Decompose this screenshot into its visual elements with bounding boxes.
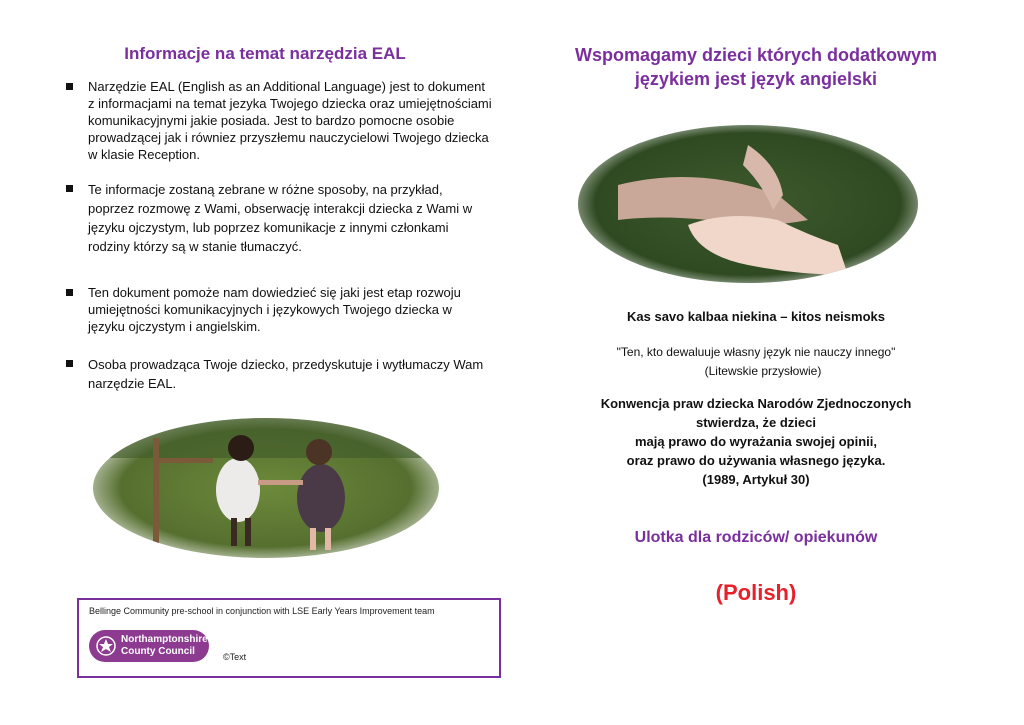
title-line-2: językiem jest język angielski [634, 69, 878, 89]
convention-line: oraz prawo do używania własnego języka. [626, 453, 886, 468]
bullet-text: Narzędzie EAL (English as an Additional Language) jest to dokument z informacjami na temat jezyka Twojego dziecka oraz umiejętnościami komunikacyjnymi jakie posiada. Jest to bardzo pomocne osobie prowadzącej jak i równiez przyszłemu nauczycielowi Twojego dziecka w klasie Reception. [88, 79, 492, 162]
bullet-square-icon [66, 289, 73, 296]
bullet-text: Ten dokument pomoże nam dowiedzieć się jaki jest etap rozwoju umiejętności komunikacyjnych i językowych Twojego dziecka w języku ojczystym i angielskim. [88, 285, 461, 334]
bullet-text: Te informacje zostaną zebrane w różne sposoby, na przykład, poprzez rozmowę z Wami, obserwację interakcji dziecka z Wami w języku ojczystym, lub poprzez komunikacje z innymi członkami rodziny którzy są w stanie tłumaczyć. [88, 182, 473, 254]
leaflet-label: Ulotka dla rodziców/ opiekunów [634, 529, 878, 546]
credit-box [77, 598, 501, 678]
proverb-original: Kas savo kalbaa niekina – kitos neismoks [627, 309, 885, 324]
language-label: (Polish) [715, 580, 797, 605]
eal-info-list [62, 78, 492, 393]
convention-line: Konwencja praw dziecka Narodów Zjednoczonych [600, 396, 912, 411]
proverb-block [540, 343, 972, 381]
title-line-1: Wspomagamy dzieci których dodatkowym [574, 45, 938, 65]
proverb-translation: "Ten, kto dewaluuje własny język nie nauczy innego" [616, 345, 896, 359]
bullet-square-icon [66, 360, 73, 367]
list-item [62, 180, 492, 256]
list-item [62, 284, 492, 335]
credit-text: Bellinge Community pre-school in conjunction with LSE Early Years Improvement team [89, 606, 435, 616]
bullet-text: Osoba prowadząca Twoje dziecko, przedyskutuje i wytłumaczy Wam narzędzie EAL. [88, 357, 484, 391]
holding-hands-photo [578, 125, 918, 283]
convention-text [540, 394, 972, 489]
northamptonshire-logo [89, 630, 209, 662]
bullet-square-icon [66, 185, 73, 192]
bullet-square-icon [66, 83, 73, 90]
proverb-source: (Litewskie przysłowie) [704, 364, 822, 378]
convention-line: stwierdza, że dzieci [696, 415, 816, 430]
rose-emblem-icon [96, 636, 116, 656]
list-item [62, 355, 492, 393]
right-title [540, 43, 972, 91]
logo-line-2: County Council [121, 646, 195, 657]
children-walking-photo [93, 418, 439, 558]
left-title: Informacje na temat narzędzia EAL [124, 44, 406, 63]
copyright-text: ©Text [223, 652, 247, 662]
list-item [62, 78, 492, 163]
logo-line-1: Northamptonshire [121, 634, 208, 645]
convention-line: (1989, Artykuł 30) [702, 472, 810, 487]
convention-line: mają prawo do wyrażania swojej opinii, [634, 434, 877, 449]
